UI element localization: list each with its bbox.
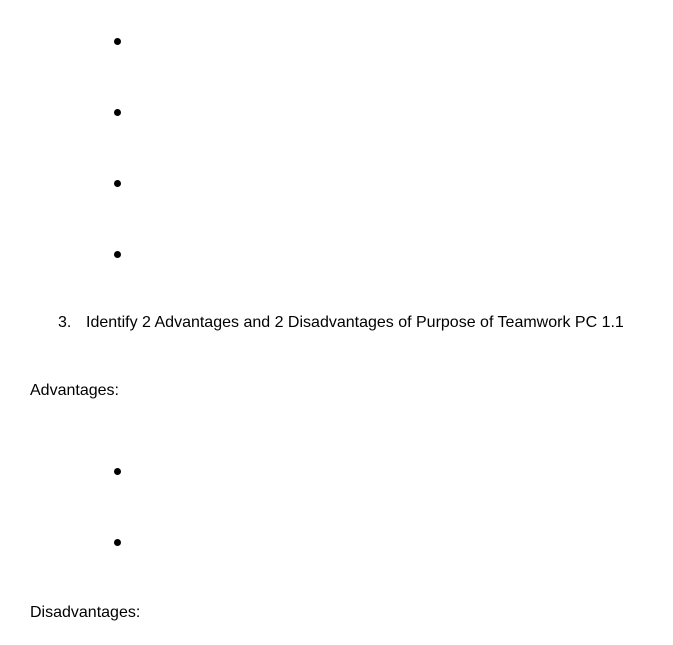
- list-bullet: [114, 251, 121, 258]
- disadvantages-heading: Disadvantages:: [30, 604, 141, 621]
- advantage-bullet: [114, 468, 121, 475]
- advantage-bullet: [114, 539, 121, 546]
- list-bullet: [114, 38, 121, 45]
- question-number: 3.: [58, 314, 72, 331]
- list-bullet: [114, 180, 121, 187]
- advantages-heading: Advantages:: [30, 382, 119, 399]
- question-item: [58, 313, 624, 333]
- question-text: Identify 2 Advantages and 2 Disadvantages of Purpose of Teamwork PC 1.1: [86, 314, 624, 331]
- list-bullet: [114, 109, 121, 116]
